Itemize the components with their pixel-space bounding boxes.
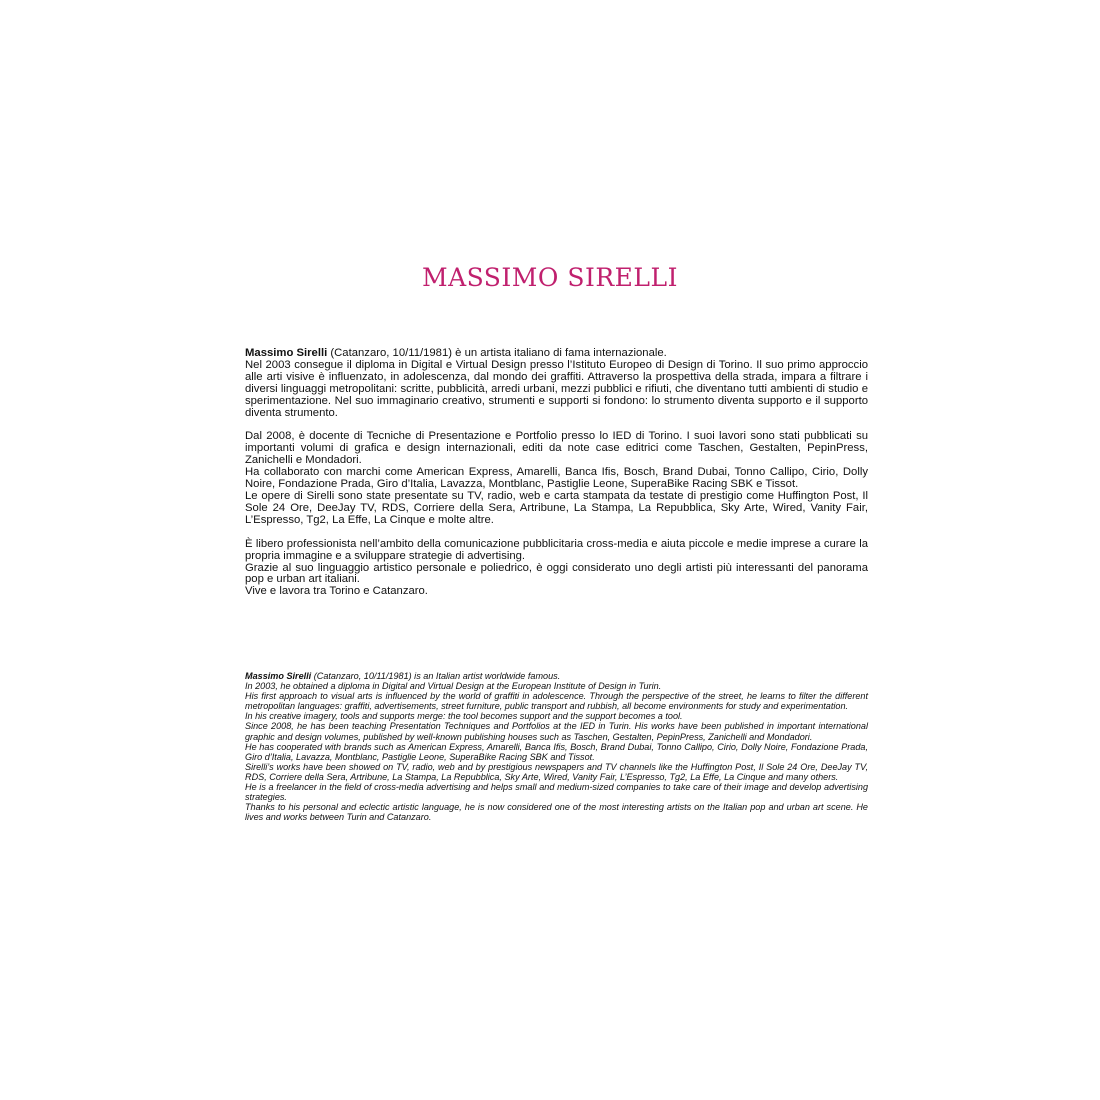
page-title: MASSIMO SIRELLI bbox=[421, 263, 679, 292]
english-media-paragraph: Sirelli’s works have been showed on TV, radio, web and by prestigious newspapers and TV channels like the Huffington Post, Il Sole 24 Ore, DeeJay TV, RDS, Corriere della Sera, Artribune, La Stampa, La Repubblica, Sky Arte, Wired, Vanity Fair, L’Espresso, Tg2, La Effe, La Cinque and many others. bbox=[245, 761, 868, 782]
italian-biography bbox=[245, 348, 868, 598]
italian-freelance-paragraph: È libero professionista nell’ambito della comunicazione pubblicitaria cross-media e aiuta piccole e medie imprese a curare la propria immagine e a sviluppare strategie di advertising. bbox=[245, 537, 868, 562]
english-intro-text: (Catanzaro, 10/11/1981) is an Italian artist worldwide famous. bbox=[311, 671, 561, 681]
english-artist-name: Massimo Sirelli bbox=[245, 671, 312, 681]
italian-teaching-paragraph: Dal 2008, è docente di Tecniche di Presentazione e Portfolio presso lo IED di Torino. I suoi lavori sono stati pubblicati su importanti volumi di grafica e design internazionali, editi da note case editrici come Taschen, Gestalten, PepinPress, Zanichelli e Mondadori. bbox=[245, 430, 868, 467]
english-freelance-paragraph: He is a freelancer in the field of cross-media advertising and helps small and medium-sized companies to take care of their image and develop advertising strategies. bbox=[245, 782, 868, 803]
italian-residence-paragraph: Vive e lavora tra Torino e Catanzaro. bbox=[245, 585, 428, 598]
english-intro-paragraph bbox=[245, 671, 868, 681]
english-teaching-paragraph: Since 2008, he has been teaching Presentation Techniques and Portfolios at the IED in Turin. His works have been published in important international graphic and design volumes, published by well-known publishing houses such as Taschen, Gestalten, PepinPress, Zanichelli and Mondadori. bbox=[245, 721, 868, 742]
italian-media-paragraph: Le opere di Sirelli sono state presentate su TV, radio, web e carta stampata da testate di prestigio come Huffington Post, Il Sole 24 Ore, DeeJay TV, RDS, Corriere della Sera, Artribune, La Stampa, La Repubblica, Sky Arte, Wired, Vanity Fair, L’Espresso, Tg2, La Effe, La Cinque e molte altre. bbox=[245, 489, 868, 526]
english-language-paragraph: Thanks to his personal and eclectic artistic language, he is now considered one of the most interesting artists on the Italian pop and urban art scene. He lives and works between Turin and Catanzaro. bbox=[245, 802, 868, 823]
italian-language-paragraph: Grazie al suo linguaggio artistico personale e poliedrico, è oggi considerato uno degli artisti più interessanti del panorama pop e urban art italiani. bbox=[245, 561, 868, 586]
english-biography bbox=[245, 671, 868, 822]
italian-education-paragraph: Nel 2003 consegue il diploma in Digital e Virtual Design presso l’Istituto Europeo di Design di Torino. Il suo primo approccio alle arti visive è influenzato, in adolescenza, dal mondo dei graffiti. Attraverso la prospettiva della strada, impara a filtrare i diversi linguaggi metropolitani: scritte, pubblicità, arredi urbani, mezzi pubblici e rifiuti, che diventano tutti ambienti di studio e sperimentazione. Nel suo immaginario creativo, strumenti e supporti si fondono: lo strumento diventa supporto e il supporto diventa strumento. bbox=[245, 358, 868, 419]
italian-artist-name: Massimo Sirelli bbox=[245, 347, 328, 359]
italian-intro-text: (Catanzaro, 10/11/1981) è un artista italiano di fama internazionale. bbox=[327, 347, 667, 359]
english-education-paragraph: In 2003, he obtained a diploma in Digital and Virtual Design at the European Institute of Design in Turin. bbox=[245, 681, 662, 692]
english-imagery-paragraph: In his creative imagery, tools and supports merge: the tool becomes support and the support becomes a tool. bbox=[245, 711, 683, 722]
italian-brands-paragraph: Ha collaborato con marchi come American Express, Amarelli, Banca Ifis, Bosch, Brand Dubai, Tonno Callipo, Cirio, Dolly Noire, Fondazione Prada, Giro d’Italia, Lavazza, Montblanc, Pastiglie Leone, SuperaBike Racing SBK e Tissot. bbox=[245, 466, 868, 491]
english-brands-paragraph: He has cooperated with brands such as American Express, Amarelli, Banca Ifis, Bosch, Brand Dubai, Tonno Callipo, Cirio, Dolly Noire, Fondazione Prada, Giro d’Italia, Lavazza, Montblanc, Pastiglie Leone, SuperaBike Racing SBK and Tissot. bbox=[245, 741, 868, 762]
english-graffiti-paragraph: His first approach to visual arts is influenced by the world of graffiti in adolescence. Through the perspective of the street, he learns to filter the different metropolitan languages: graffiti, advertisements, street furniture, public transport and rubbish, all become environments for study and experimentation. bbox=[245, 691, 868, 712]
